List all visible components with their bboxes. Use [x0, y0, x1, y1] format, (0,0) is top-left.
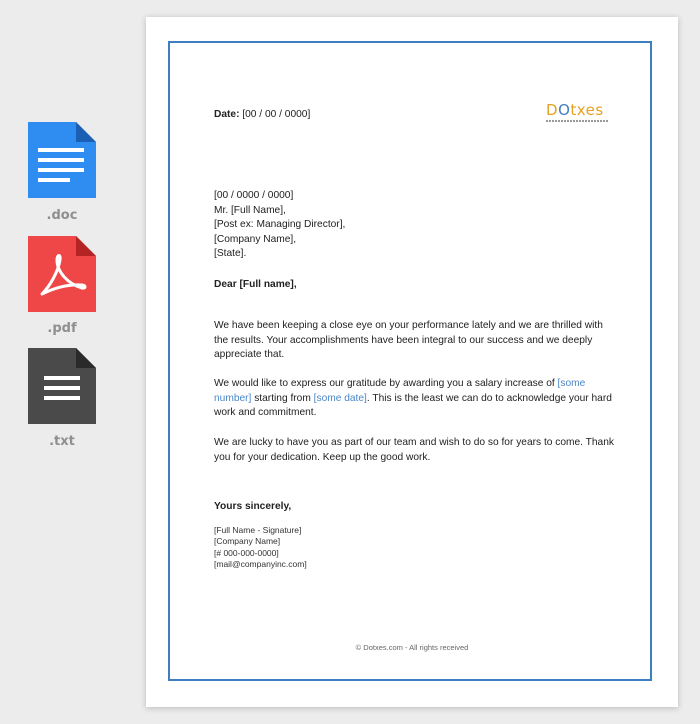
- logo-text-left: D: [546, 101, 559, 119]
- paragraph-3: We are lucky to have you as part of our team and wish to do so for years to come. Thank you for your dedication. Keep up the good work.: [214, 437, 614, 463]
- address-line: Mr. [Full Name],: [214, 204, 286, 216]
- doc-file-label: .doc: [46, 208, 78, 223]
- logo-text: [546, 102, 614, 118]
- paragraph-2-text: We would like to express our gratitude by awarding you a salary increase of: [214, 378, 558, 389]
- date-value: [00 / 00 / 0000]: [239, 109, 311, 120]
- placeholder-date: [some date]: [313, 392, 367, 404]
- address-line: [00 / 0000 / 0000]: [214, 190, 294, 201]
- signature-line: [# 000-000-0000]: [214, 547, 279, 558]
- address-line: [Post ex: Managing Director],: [214, 219, 346, 231]
- page-footer: © Dotxes.com - All rights received: [355, 643, 469, 652]
- doc-file-icon[interactable]: [28, 122, 96, 198]
- paragraph-2-text: . This is the least we can do to acknowledge your hard work and commitment.: [214, 392, 612, 419]
- signature-line: [Company Name]: [214, 536, 281, 547]
- pdf-file-icon[interactable]: [28, 236, 96, 312]
- address-line: [Company Name],: [214, 233, 297, 245]
- logo-tagline: [546, 120, 608, 122]
- paragraph-1: We have been keeping a close eye on your performance lately and we are thrilled with the results. Your accomplishments have been integral to our success and we deeply appreciate that.: [214, 320, 603, 361]
- logo-text-o: O: [558, 101, 571, 119]
- recipient-address: [214, 189, 614, 262]
- signature-line: [mail@companyinc.com]: [214, 558, 307, 569]
- date-label: Date:: [214, 109, 240, 120]
- placeholder-number: [some number]: [214, 378, 586, 404]
- logo-text-right: txes: [570, 101, 604, 119]
- letter-page: [146, 17, 678, 707]
- signature-block: [214, 525, 614, 570]
- paragraph-2-text: starting from: [251, 392, 314, 404]
- address-line: [State].: [214, 248, 247, 260]
- closing: Yours sincerely,: [214, 501, 292, 512]
- dotxes-logo: [546, 102, 614, 126]
- txt-file-label: .txt: [49, 434, 75, 449]
- txt-file-icon[interactable]: [28, 348, 96, 424]
- paragraph-2: [214, 377, 614, 421]
- salutation: Dear [Full name],: [214, 279, 297, 290]
- signature-line: [Full Name - Signature]: [214, 525, 302, 535]
- pdf-file-label: .pdf: [47, 321, 77, 336]
